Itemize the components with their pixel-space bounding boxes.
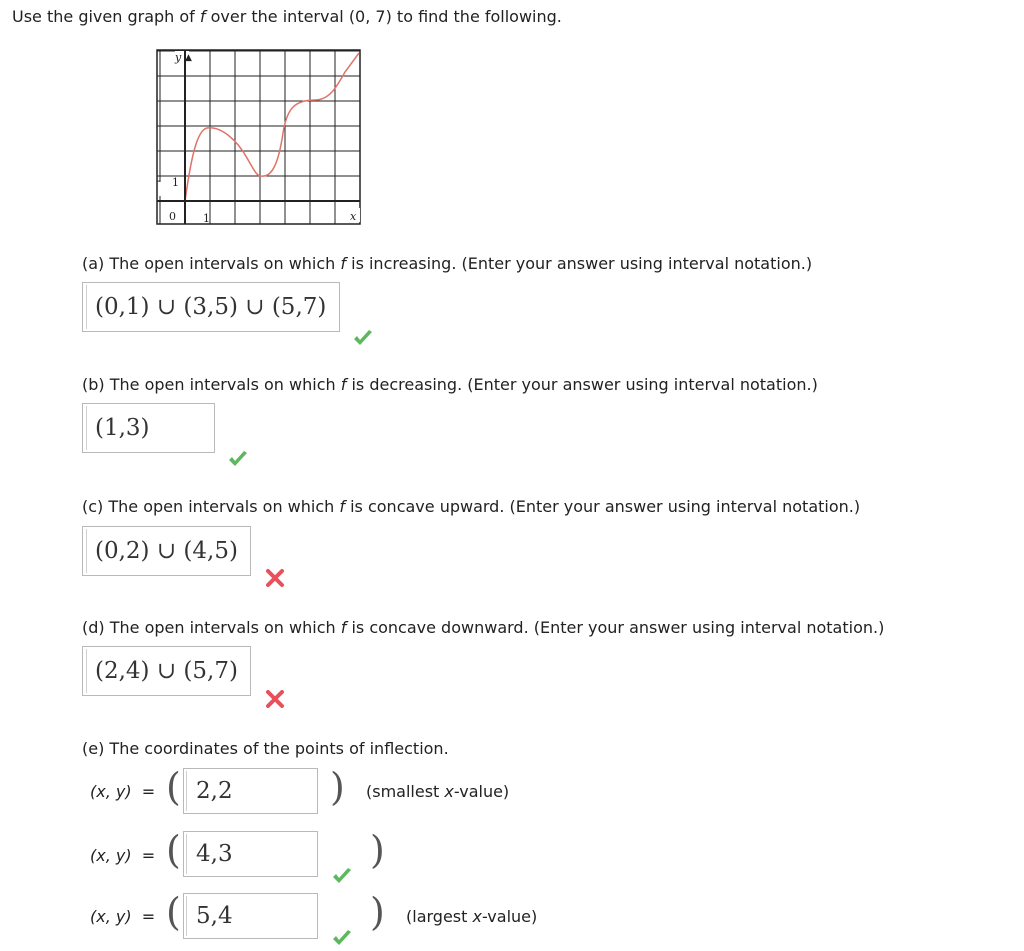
note-var: x bbox=[472, 907, 482, 926]
cross-icon bbox=[264, 689, 286, 709]
prompt-suffix: is concave downward. (Enter your answer using interval notation.) bbox=[346, 618, 885, 637]
open-paren: ( bbox=[166, 828, 181, 872]
xy-label bbox=[90, 907, 155, 926]
intro-suffix: over the interval (0, 7) to find the following. bbox=[205, 7, 562, 26]
check-icon bbox=[331, 866, 353, 886]
close-paren: ) bbox=[370, 828, 385, 872]
inflection-point-3-value: 5,4 bbox=[186, 896, 233, 936]
prompt-prefix: The open intervals on which bbox=[109, 375, 341, 394]
prompt-func: f bbox=[340, 375, 347, 394]
intro-prefix: Use the given graph of bbox=[12, 7, 200, 26]
inflection-point-1-value: 2,2 bbox=[186, 771, 233, 811]
answer-c-value: (0,2) ∪ (4,5) bbox=[86, 529, 238, 573]
y-axis-arrow: ▲ bbox=[185, 53, 192, 63]
origin-label: 0 bbox=[169, 210, 176, 223]
smallest-x-note bbox=[366, 782, 509, 801]
prompt-suffix: is increasing. (Enter your answer using interval notation.) bbox=[346, 254, 813, 273]
check-icon bbox=[227, 449, 249, 469]
prompt-func: f bbox=[339, 497, 346, 516]
answer-b-field[interactable] bbox=[82, 403, 215, 453]
note-suffix: -value) bbox=[481, 907, 538, 926]
question-e bbox=[82, 739, 449, 758]
question-d bbox=[82, 618, 884, 637]
largest-x-note bbox=[406, 907, 537, 926]
open-paren: ( bbox=[166, 890, 181, 934]
equals-sign: = bbox=[141, 846, 156, 865]
prompt-suffix: is concave upward. (Enter your answer using interval notation.) bbox=[345, 497, 861, 516]
xy-label-text: (x, y) bbox=[90, 846, 132, 865]
note-prefix: (smallest bbox=[366, 782, 445, 801]
prompt-func: f bbox=[340, 254, 347, 273]
part-letter: (d) bbox=[82, 618, 105, 637]
check-icon bbox=[352, 328, 374, 348]
answer-a-value: (0,1) ∪ (3,5) ∪ (5,7) bbox=[86, 285, 326, 329]
svg-text:-: - bbox=[157, 174, 161, 187]
inflection-point-2-field[interactable] bbox=[183, 831, 318, 877]
answer-c-field[interactable] bbox=[82, 526, 251, 576]
y-tick-label: 1 bbox=[172, 176, 179, 189]
xy-label bbox=[90, 846, 155, 865]
note-var: x bbox=[444, 782, 454, 801]
answer-a-field[interactable] bbox=[82, 282, 340, 332]
question-b bbox=[82, 375, 818, 394]
xy-label-text: (x, y) bbox=[90, 782, 132, 801]
inflection-point-2-value: 4,3 bbox=[186, 834, 233, 874]
inflection-point-3-field[interactable] bbox=[183, 893, 318, 939]
prompt-prefix: The open intervals on which bbox=[109, 618, 341, 637]
part-letter: (e) bbox=[82, 739, 105, 758]
open-paren: ( bbox=[166, 765, 181, 809]
question-a bbox=[82, 254, 812, 273]
function-graph bbox=[155, 48, 365, 228]
xy-label bbox=[90, 782, 155, 801]
x-tick-label: 1 bbox=[203, 212, 210, 225]
note-suffix: -value) bbox=[453, 782, 510, 801]
part-letter: (b) bbox=[82, 375, 105, 394]
y-axis-label: y bbox=[175, 51, 182, 64]
prompt-prefix: The open intervals on which bbox=[109, 254, 341, 273]
problem-intro bbox=[12, 7, 562, 26]
part-letter: (c) bbox=[82, 497, 104, 516]
answer-d-field[interactable] bbox=[82, 646, 251, 696]
prompt-text: The coordinates of the points of inflection. bbox=[109, 739, 449, 758]
prompt-func: f bbox=[340, 618, 347, 637]
cross-icon bbox=[264, 568, 286, 588]
inflection-point-1-field[interactable] bbox=[183, 768, 318, 814]
close-paren: ) bbox=[330, 765, 345, 809]
part-letter: (a) bbox=[82, 254, 105, 273]
close-paren: ) bbox=[370, 890, 385, 934]
x-axis-label: x bbox=[350, 210, 357, 223]
prompt-prefix: The open intervals on which bbox=[108, 497, 340, 516]
xy-label-text: (x, y) bbox=[90, 907, 132, 926]
equals-sign: = bbox=[141, 907, 156, 926]
note-prefix: (largest bbox=[406, 907, 473, 926]
check-icon bbox=[331, 928, 353, 948]
answer-b-value: (1,3) bbox=[86, 406, 150, 450]
question-c bbox=[82, 497, 860, 516]
prompt-suffix: is decreasing. (Enter your answer using interval notation.) bbox=[346, 375, 818, 394]
intro-func: f bbox=[199, 7, 206, 26]
equals-sign: = bbox=[141, 782, 156, 801]
answer-d-value: (2,4) ∪ (5,7) bbox=[86, 649, 238, 693]
